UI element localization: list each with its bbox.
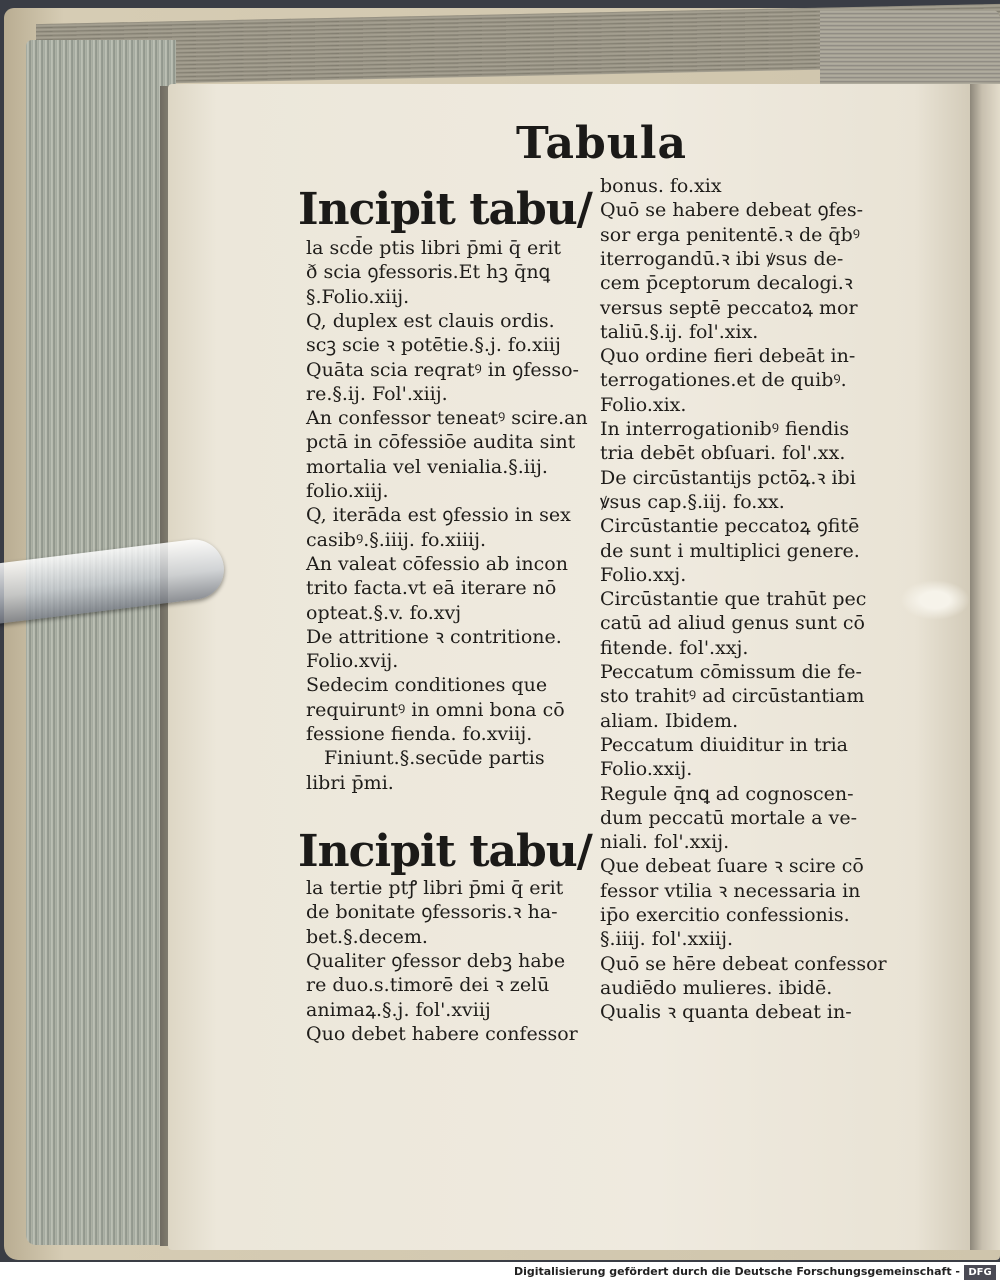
text-line: Peccatum cōmissum die fe- xyxy=(600,661,862,683)
text-line: scꝫ scie ꝛ potētie.§.j. fo.xiij xyxy=(306,334,561,357)
text-line: bonus. fo.xix xyxy=(600,175,722,197)
page-gutter xyxy=(970,84,1000,1250)
text-line: An valeat cōfessio ab incon xyxy=(306,552,568,575)
text-line: la scd̄e ptis libri p̄mi q̄ erit xyxy=(306,237,561,259)
text-line: fessione fienda. fo.xviij. xyxy=(306,723,533,745)
text-line: Q, duplex est clauis ordis. xyxy=(306,309,555,332)
text-line: Quo debet habere confessor xyxy=(306,1022,578,1045)
text-line: Sedecim conditiones que xyxy=(306,674,548,697)
text-line: Folio.xxj. xyxy=(600,563,687,586)
text-line: pctā in cōfessiōe audita sint xyxy=(306,431,576,454)
running-head: Tabula xyxy=(516,118,688,169)
text-line: Que debeat ſuare ꝛ scire cō xyxy=(600,855,864,878)
text-line: trito facta.vt eā iterare nō xyxy=(306,577,557,600)
incipit-heading: Incipit tabu/ xyxy=(298,826,592,877)
paper-damage xyxy=(900,580,970,620)
text-line: terrogationes.et de quibꝰ. xyxy=(600,369,847,392)
text-line: fitende. fol'.xxj. xyxy=(600,636,749,659)
footer-bar xyxy=(0,1262,1000,1284)
text-line: De attritione ꝛ contritione. xyxy=(306,625,562,648)
text-line: Folio.xvij. xyxy=(306,650,399,673)
incipit-heading: Incipit tabu/ xyxy=(298,184,592,235)
text-line: Q, iterāda est ꝯfessio in sex xyxy=(306,504,571,527)
text-line: catū ad aliud genus sunt cō xyxy=(600,612,865,635)
text-line: re duo.s.timorē dei ꝛ zelū xyxy=(306,974,550,997)
text-line: audiēdo mulieres. ibidē. xyxy=(600,976,833,999)
text-line: dum peccatū mortale a ve- xyxy=(600,806,858,829)
book-top-right-corner xyxy=(820,10,1000,90)
text-line: ip̄o exercitio confessionis. xyxy=(600,904,850,926)
book-page-edges xyxy=(26,40,176,1245)
text-line: §.iiij. fol'.xxiij. xyxy=(600,928,734,951)
text-line: Peccatum diuiditur in tria xyxy=(600,733,848,756)
text-line: In interrogationibꝰ fiendis xyxy=(600,418,850,440)
text-line: Circūstantie peccatoꝝ ꝯfitē xyxy=(600,515,860,538)
text-line: §.Folio.xiij. xyxy=(306,285,410,308)
footer-credit: Digitalisierung gefördert durch die Deutsche Forschungsgemeinschaft - xyxy=(513,1265,960,1278)
text-line: Quo ordine fieri debeāt in- xyxy=(600,345,856,368)
text-line: taliū.§.ij. fol'.xix. xyxy=(600,320,759,343)
text-line: iterrogandū.ꝛ ibi ꝟsus de- xyxy=(600,247,844,270)
text-line: ð scia ꝯfessoris.Et hꝫ q̄nꝗ xyxy=(306,261,551,284)
text-line: fessor vtilia ꝛ necessaria in xyxy=(600,879,861,902)
text-line: Quō se habere debeat ꝯfes- xyxy=(600,199,864,222)
text-line: folio.xiij. xyxy=(306,480,389,502)
text-line: casibꝰ.§.iiij. fo.xiiij. xyxy=(306,528,487,551)
text-line: la tertie ptꝭ libri p̄mi q̄ erit xyxy=(306,877,564,899)
text-line: versus septē peccatoꝝ mor xyxy=(600,296,858,319)
text-line: opteat.§.v. fo.xvj xyxy=(306,601,462,624)
text-line: requiruntꝰ in omni bona cō xyxy=(306,698,565,721)
text-line: Folio.xix. xyxy=(600,393,687,416)
text-line: sor erga penitentē.ꝛ de q̄bꝰ xyxy=(600,223,860,246)
text-line: aliam. Ibidem. xyxy=(600,709,739,732)
text-line: De circūstantijs pctōꝝ.ꝛ ibi xyxy=(600,466,856,489)
text-line: re.§.ij. Fol'.xiij. xyxy=(306,382,448,405)
text-line: Quō se hēre debeat confessor xyxy=(600,952,887,975)
text-line: Quāta scia reqratꝰ in ꝯfesso- xyxy=(306,358,579,381)
text-line: de sunt i multiplici genere. xyxy=(600,539,860,562)
text-line: libri p̄mi. xyxy=(306,771,394,794)
text-line: Folio.xxij. xyxy=(600,758,693,781)
text-line: niali. fol'.xxij. xyxy=(600,831,730,854)
text-line: animaꝝ.§.j. fol'.xviij xyxy=(306,998,491,1021)
text-line: de bonitate ꝯfessoris.ꝛ ha- xyxy=(306,901,558,924)
text-line: Circūstantie que trahūt pec xyxy=(600,588,867,611)
text-line: An confessor teneatꝰ scire.an xyxy=(306,407,588,430)
text-line: Qualis ꝛ quanta debeat in- xyxy=(600,1001,852,1024)
text-line: bet.§.decem. xyxy=(306,925,428,948)
text-line: Regule q̄nꝗ ad cognoscen- xyxy=(600,782,854,805)
text-line: sto trahitꝰ ad circūstantiam xyxy=(600,685,865,708)
text-line: tria debēt obſuari. fol'.xx. xyxy=(600,442,846,465)
text-line: ꝟsus cap.§.iij. fo.xx. xyxy=(600,490,785,513)
text-line: mortalia vel venialia.§.iij. xyxy=(306,455,548,478)
text-line: Finiunt.§.secūde partis xyxy=(324,747,545,770)
dfg-logo: DFG xyxy=(964,1265,996,1280)
text-line: cem p̄ceptorum decalogi.ꝛ xyxy=(600,272,853,295)
text-line: Qualiter ꝯfessor debꝫ habe xyxy=(306,949,566,972)
